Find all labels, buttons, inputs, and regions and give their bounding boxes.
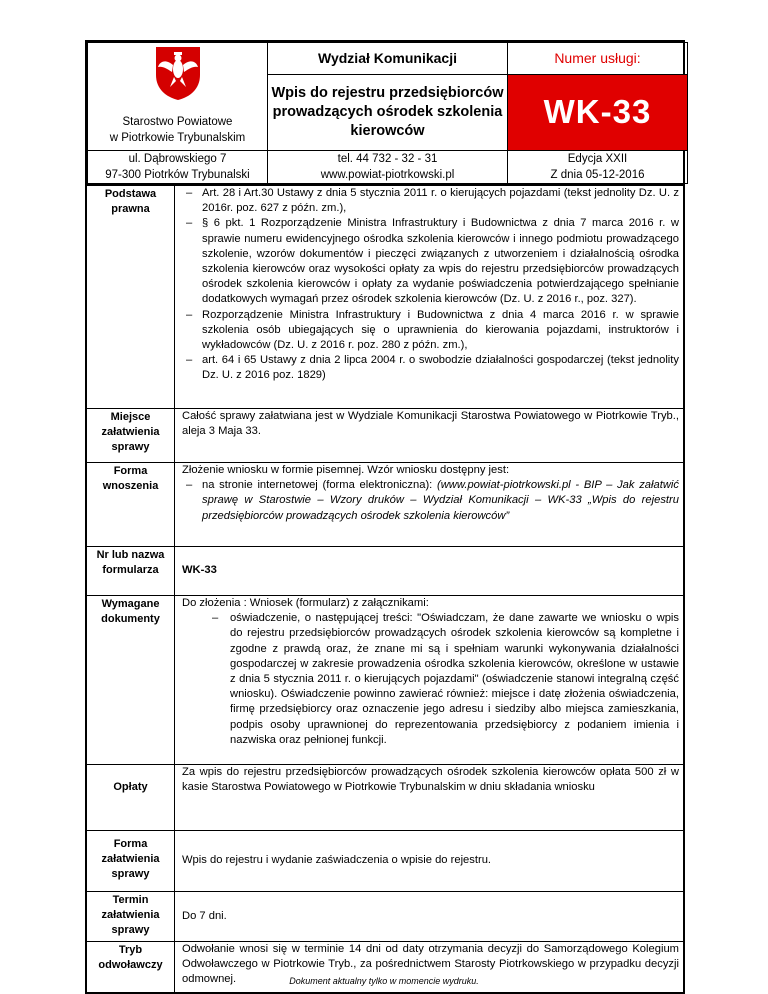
legal-item: – Rozporządzenie Ministra Infrastruktury i Budownictwa z dnia 4 marca 2016 r. w sprawie szkolenia osób ubiegających się o uprawnienia do kierowania pojazdami, instruktorów i wykładowców (Dz. U. z 2016 r. poz. 280 z późn. zm.), (182, 308, 679, 354)
submission-item-text: na stronie internetowej (forma elektroniczna): (202, 479, 433, 492)
row-legal-basis (87, 186, 683, 409)
service-code-badge: WK-33 (508, 74, 688, 150)
address-city: 97-300 Piotrków Trybunalski (105, 169, 250, 181)
documents-intro: Do złożenia : Wniosek (formularz) z załącznikami: (182, 597, 429, 609)
value-legal-basis (175, 186, 683, 408)
edition-cell (508, 151, 688, 184)
value-submission-form (175, 463, 683, 546)
org-city: w Piotrkowie Trybunalskim (109, 132, 246, 144)
phone: tel. 44 732 - 32 - 31 (337, 153, 438, 165)
address-street: ul. Dąbrowskiego 7 (128, 153, 227, 165)
label-place: Miejsce załatwienia sprawy (87, 409, 175, 462)
value-required-documents (175, 596, 683, 764)
website: www.powiat-piotrkowski.pl (320, 169, 455, 181)
row-submission-form (87, 463, 683, 547)
submission-item-link-path: (www.powiat-piotrkowski.pl - BIP – Jak załatwić sprawę w Starostwie – Wzory druków – Wydział Komunikacji – WK-33 „Wpis do rejestru przedsiębiorców prowadzących ośrodek szkolenia kierowców” (202, 479, 679, 522)
label-submission-form: Forma wnoszenia (87, 463, 175, 546)
value-result-form: Wpis do rejestru i wydanie zaświadczenia o wpisie do rejestru. (182, 854, 492, 867)
row-place (87, 409, 683, 463)
coat-of-arms-icon (154, 45, 202, 101)
value-deadline: Do 7 dni. (182, 909, 227, 922)
label-result-form: Forma załatwienia sprawy (87, 831, 175, 891)
legal-item: – Art. 28 i Art.30 Ustawy z dnia 5 stycznia 2011 r. o kierujących pojazdami (tekst jednolity Dz. U. z 2016r. poz. 627 z późn. zm.), (182, 186, 679, 216)
label-fees: Opłaty (87, 765, 175, 830)
document-page (85, 40, 685, 994)
label-required-documents: Wymagane dokumenty (87, 596, 175, 764)
service-details (87, 184, 683, 994)
org-cell (88, 43, 268, 151)
service-number-label: Numer usługi: (508, 43, 688, 75)
legal-item: – § 6 pkt. 1 Rozporządzenie Ministra Infrastruktury i Budownictwa z dnia 7 marca 2016 r. w sprawie numeru ewidencyjnego ośrodka szkolenia kierowców i innego podmiotu prowadzącego szkolenie, wzorów dokumentów i pieczęci związanych z utworzeniem i działalnością ośrodka szkolenia kierowców oraz wysokości opłaty za wpis do rejestru przedsiębiorców prowadzących ośrodek szkolenia kierowców i opłaty za wydanie poświadczenia potwierdzającego spełnianie dodatkowych wymagań przez ośrodek szkolenia kierowców (Dz. U. z 2016 r., poz. 327). (182, 216, 679, 307)
label-deadline: Termin załatwienia sprawy (87, 892, 175, 941)
documents-item: – oświadczenie, o następującej treści: "Oświadczam, że dane zawarte we wniosku o wpis do rejestru przedsiębiorców prowadzących ośrodek szkolenia kierowców są kompletne i zgodne z prawdą oraz, że znane mi są i spełniam warunki wykonywania działalności gospodarczej w zakresie prowadzenia ośrodka szkolenia kierowców, określone w ustawie z dnia 5 stycznia 2011 r. o kierujących pojazdami" (oświadczenie stanowi integralną część wniosku). Oświadczenie powinno zawierać również: miejsce i datę złożenia oświadczenia, firmę przedsiębiorcy oraz oznaczenie jego adresu i siedziby albo miejsca zamieszkania, podpis osoby uprawnionej do reprezentowania przedsiębiorcy z podaniem imienia i nazwiska oraz pełnionej funkcji. (182, 611, 679, 748)
value-place: Całość sprawy załatwiana jest w Wydziale Komunikacji Starostwa Powiatowego w Piotrkowie Tryb., aleja 3 Maja 33. (182, 410, 679, 438)
submission-intro: Złożenie wniosku w formie pisemnej. Wzór wniosku dostępny jest: (182, 464, 510, 476)
row-deadline (87, 892, 683, 942)
footer-note: Dokument aktualny tylko w momencie wydruku. (289, 976, 479, 986)
value-appeal: Odwołanie wnosi się w terminie 14 dni od daty otrzymania decyzji do Samorządowego Kolegium Odwoławczego w Piotrkowie Tryb., za pośrednictwem Starosty Piotrkowskiego w przypadku decyzji odmownej. (182, 943, 679, 986)
row-required-documents (87, 596, 683, 765)
edition: Edycja XXII (567, 153, 628, 165)
edition-date: Z dnia 05-12-2016 (550, 169, 645, 181)
value-fees: Za wpis do rejestru przedsiębiorców prowadzących ośrodek szkolenia kierowców opłata 500 zł w kasie Starostwa Powiatowego w Piotrkowie Trybunalskim w dniu składania wniosku (182, 766, 679, 794)
org-name: Starostwo Powiatowe (122, 116, 233, 128)
submission-item (182, 478, 679, 524)
label-appeal: Tryb odwoławczy (87, 942, 175, 992)
address-cell (88, 151, 268, 184)
row-fees (87, 765, 683, 831)
row-result-form (87, 831, 683, 892)
department-title: Wydział Komunikacji (268, 43, 508, 75)
legal-item: – art. 64 i 65 Ustawy z dnia 2 lipca 2004 r. o swobodzie działalności gospodarczej (tekst jednolity Dz. U. z 2016 poz. 1829) (182, 353, 679, 383)
value-form-name: WK-33 (182, 564, 217, 577)
row-appeal (87, 942, 683, 994)
label-form-name: Nr lub nazwa formularza (87, 547, 175, 595)
header-table (87, 42, 688, 184)
row-form-name (87, 547, 683, 596)
contact-cell (268, 151, 508, 184)
service-title: Wpis do rejestru przedsiębiorców prowadzących ośrodek szkolenia kierowców (268, 74, 508, 150)
label-legal-basis: Podstawa prawna (87, 186, 175, 408)
document-frame (85, 40, 685, 994)
